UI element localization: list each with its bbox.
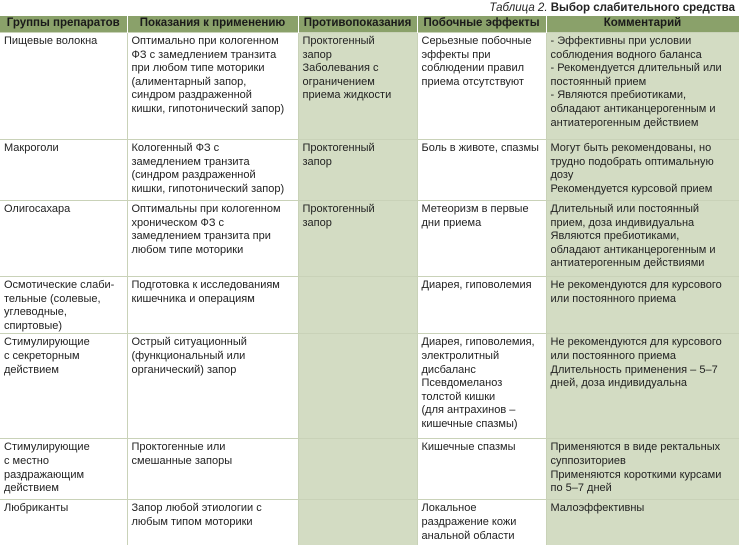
cell-contraindications: [298, 334, 417, 439]
cell-line: трудно подобрать оптимальную: [550, 155, 714, 168]
cell-line: дисбаланс: [421, 363, 476, 376]
cell-line: постоянный прием: [550, 75, 647, 88]
cell-line: Длительность применения – 5–7: [550, 363, 718, 376]
cell-line: с секреторным: [4, 349, 80, 362]
cell-line: Стимулирующие: [4, 441, 90, 454]
table-row: [0, 277, 739, 334]
cell-indications: [127, 439, 298, 500]
cell-line: кишки, гипотонический запор): [131, 102, 285, 115]
cell-line: любым типом моторики: [131, 515, 253, 528]
cell-line: Олигосахара: [4, 203, 71, 215]
cell-line: Пищевые волокна: [4, 35, 98, 47]
cell-line: кишечника и операциям: [131, 292, 255, 305]
cell-line: Длительный или постоянный: [550, 203, 700, 215]
cell-indications: [127, 334, 298, 439]
cell-line: - Являются пребиотиками,: [550, 89, 687, 102]
cell-line: Применяются короткими курсами: [550, 468, 722, 481]
cell-side-effects: [417, 277, 546, 334]
cell-line: хроническом ФЗ с: [131, 216, 225, 229]
cell-group: [0, 140, 127, 201]
cell-line: по 5–7 дней: [550, 482, 612, 495]
cell-line: Диарея, гиповолемия,: [421, 336, 535, 349]
cell-line: Макроголи: [4, 142, 59, 154]
cell-group: [0, 500, 127, 545]
cell-line: Проктогенный: [302, 35, 375, 47]
cell-line: Не рекомендуются для курсового: [550, 336, 722, 349]
cell-line: соблюдения водного баланса: [550, 48, 702, 61]
cell-contraindications: [298, 33, 417, 140]
cell-line: действием: [4, 363, 59, 376]
cell-line: Не рекомендуются для курсового: [550, 279, 722, 291]
cell-line: антиатерогенным действием: [550, 116, 699, 129]
cell-line: замедлением транзита при: [131, 230, 271, 243]
cell-line: (функциональный или: [131, 349, 246, 362]
cell-contraindications: [298, 439, 417, 500]
laxatives-table: [0, 16, 739, 545]
cell-line: Локальное: [421, 502, 477, 515]
header-groups: Группы препаратов: [0, 16, 127, 33]
cell-line: ограничением: [302, 75, 375, 88]
cell-line: Боль в животе, спазмы: [421, 142, 539, 154]
table-row: [0, 140, 739, 201]
cell-line: приема жидкости: [302, 89, 392, 102]
cell-side-effects: [417, 439, 546, 500]
cell-group: [0, 201, 127, 277]
cell-side-effects: [417, 33, 546, 140]
cell-comment: [546, 140, 739, 201]
table-row: [0, 500, 739, 545]
cell-comment: [546, 439, 739, 500]
header-row: [0, 16, 739, 33]
cell-line: Кологенный ФЗ с: [131, 142, 220, 154]
cell-contraindications: [298, 201, 417, 277]
table-row: [0, 334, 739, 439]
cell-line: дозу: [550, 169, 574, 182]
cell-line: Рекомендуется курсовой прием: [550, 182, 713, 195]
cell-line: запор: [302, 216, 332, 229]
cell-line: эффекты при: [421, 48, 491, 61]
header-side-effects: Побочные эффекты: [417, 16, 546, 33]
cell-line: приема отсутствуют: [421, 75, 524, 88]
cell-line: или постоянного приема: [550, 349, 677, 362]
cell-line: органический) запор: [131, 363, 237, 376]
cell-indications: [127, 201, 298, 277]
cell-line: Осмотические слаби-: [4, 279, 115, 291]
cell-line: или постоянного приема: [550, 292, 677, 305]
cell-line: Оптимальны при кологенном: [131, 203, 281, 215]
header-contraindications: Противопоказания: [298, 16, 417, 33]
cell-contraindications: [298, 500, 417, 545]
caption-title: Выбор слабительного средства: [550, 2, 735, 14]
cell-contraindications: [298, 277, 417, 334]
cell-comment: [546, 500, 739, 545]
cell-line: Серьезные побочные: [421, 35, 532, 47]
cell-line: электролитный: [421, 349, 500, 362]
cell-line: Малоэффективны: [550, 502, 645, 515]
cell-group: [0, 277, 127, 334]
cell-group: [0, 33, 127, 140]
cell-line: ФЗ с замедлением транзита: [131, 48, 277, 61]
cell-line: дни приема: [421, 216, 482, 229]
cell-comment: [546, 334, 739, 439]
cell-line: Любриканты: [4, 502, 69, 515]
cell-group: [0, 334, 127, 439]
cell-indications: [127, 277, 298, 334]
cell-line: Оптимально при кологенном: [131, 35, 279, 47]
cell-line: Проктогенный: [302, 142, 375, 154]
cell-indications: [127, 140, 298, 201]
cell-side-effects: [417, 201, 546, 277]
caption-label: Таблица 2.: [489, 2, 548, 14]
cell-line: любом типе моторики: [131, 243, 244, 256]
table-row: [0, 439, 739, 500]
cell-line: кишечные спазмы): [421, 417, 518, 430]
cell-line: тельные (солевые,: [4, 292, 101, 305]
cell-line: (синдром раздраженной: [131, 169, 256, 182]
table-caption: [0, 0, 739, 16]
cell-line: обладают антиканцерогенным и: [550, 243, 716, 256]
cell-line: Являются пребиотиками,: [550, 230, 680, 243]
cell-side-effects: [417, 500, 546, 545]
cell-line: толстой кишки: [421, 390, 496, 403]
cell-side-effects: [417, 140, 546, 201]
cell-contraindications: [298, 140, 417, 201]
table-row: [0, 33, 739, 140]
cell-line: прием, доза индивидуальна: [550, 216, 695, 229]
cell-line: Подготовка к исследованиям: [131, 279, 280, 291]
cell-line: (для антрахинов –: [421, 404, 516, 417]
cell-line: Могут быть рекомендованы, но: [550, 142, 712, 154]
cell-line: обладают антиканцерогенным и: [550, 102, 716, 115]
header-indications: Показания к применению: [127, 16, 298, 33]
header-comment: Комментарий: [546, 16, 739, 33]
cell-comment: [546, 201, 739, 277]
cell-line: замедлением транзита: [131, 155, 250, 168]
cell-line: с местно: [4, 454, 49, 467]
cell-line: Кишечные спазмы: [421, 441, 516, 454]
cell-line: Проктогенные или: [131, 441, 226, 454]
cell-line: при любом типе моторики: [131, 62, 265, 75]
cell-line: запор: [302, 48, 332, 61]
cell-line: антиатерогенным действиями: [550, 257, 705, 270]
cell-line: Острый ситуационный: [131, 336, 247, 349]
cell-indications: [127, 500, 298, 545]
cell-line: анальной области: [421, 529, 515, 542]
cell-line: смешанные запоры: [131, 454, 233, 467]
cell-line: Проктогенный: [302, 203, 375, 215]
cell-comment: [546, 33, 739, 140]
cell-line: Метеоризм в первые: [421, 203, 529, 215]
cell-line: - Рекомендуется длительный или: [550, 62, 722, 75]
cell-line: запор: [302, 155, 332, 168]
cell-line: раздражение кожи: [421, 515, 517, 528]
cell-side-effects: [417, 334, 546, 439]
cell-line: суппозиториев: [550, 454, 626, 467]
cell-line: дней, доза индивидуальна: [550, 377, 688, 390]
cell-indications: [127, 33, 298, 140]
cell-line: углеводные, спиртовые): [4, 306, 67, 332]
cell-line: (алиментарный запор,: [131, 75, 247, 88]
cell-line: Запор любой этиологии с: [131, 502, 262, 515]
cell-line: - Эффективны при условии: [550, 35, 692, 47]
cell-line: синдром раздраженной: [131, 89, 252, 102]
cell-line: раздражающим: [4, 468, 85, 481]
cell-line: действием: [4, 482, 59, 495]
cell-group: [0, 439, 127, 500]
cell-line: кишки, гипотонический запор): [131, 182, 285, 195]
cell-line: Псевдомеланоз: [421, 377, 503, 390]
table-row: [0, 201, 739, 277]
cell-line: Стимулирующие: [4, 336, 90, 349]
cell-line: Заболевания с: [302, 62, 379, 75]
cell-line: Диарея, гиповолемия: [421, 279, 532, 291]
cell-line: Применяются в виде ректальных: [550, 441, 721, 454]
cell-comment: [546, 277, 739, 334]
cell-line: соблюдении правил: [421, 62, 525, 75]
